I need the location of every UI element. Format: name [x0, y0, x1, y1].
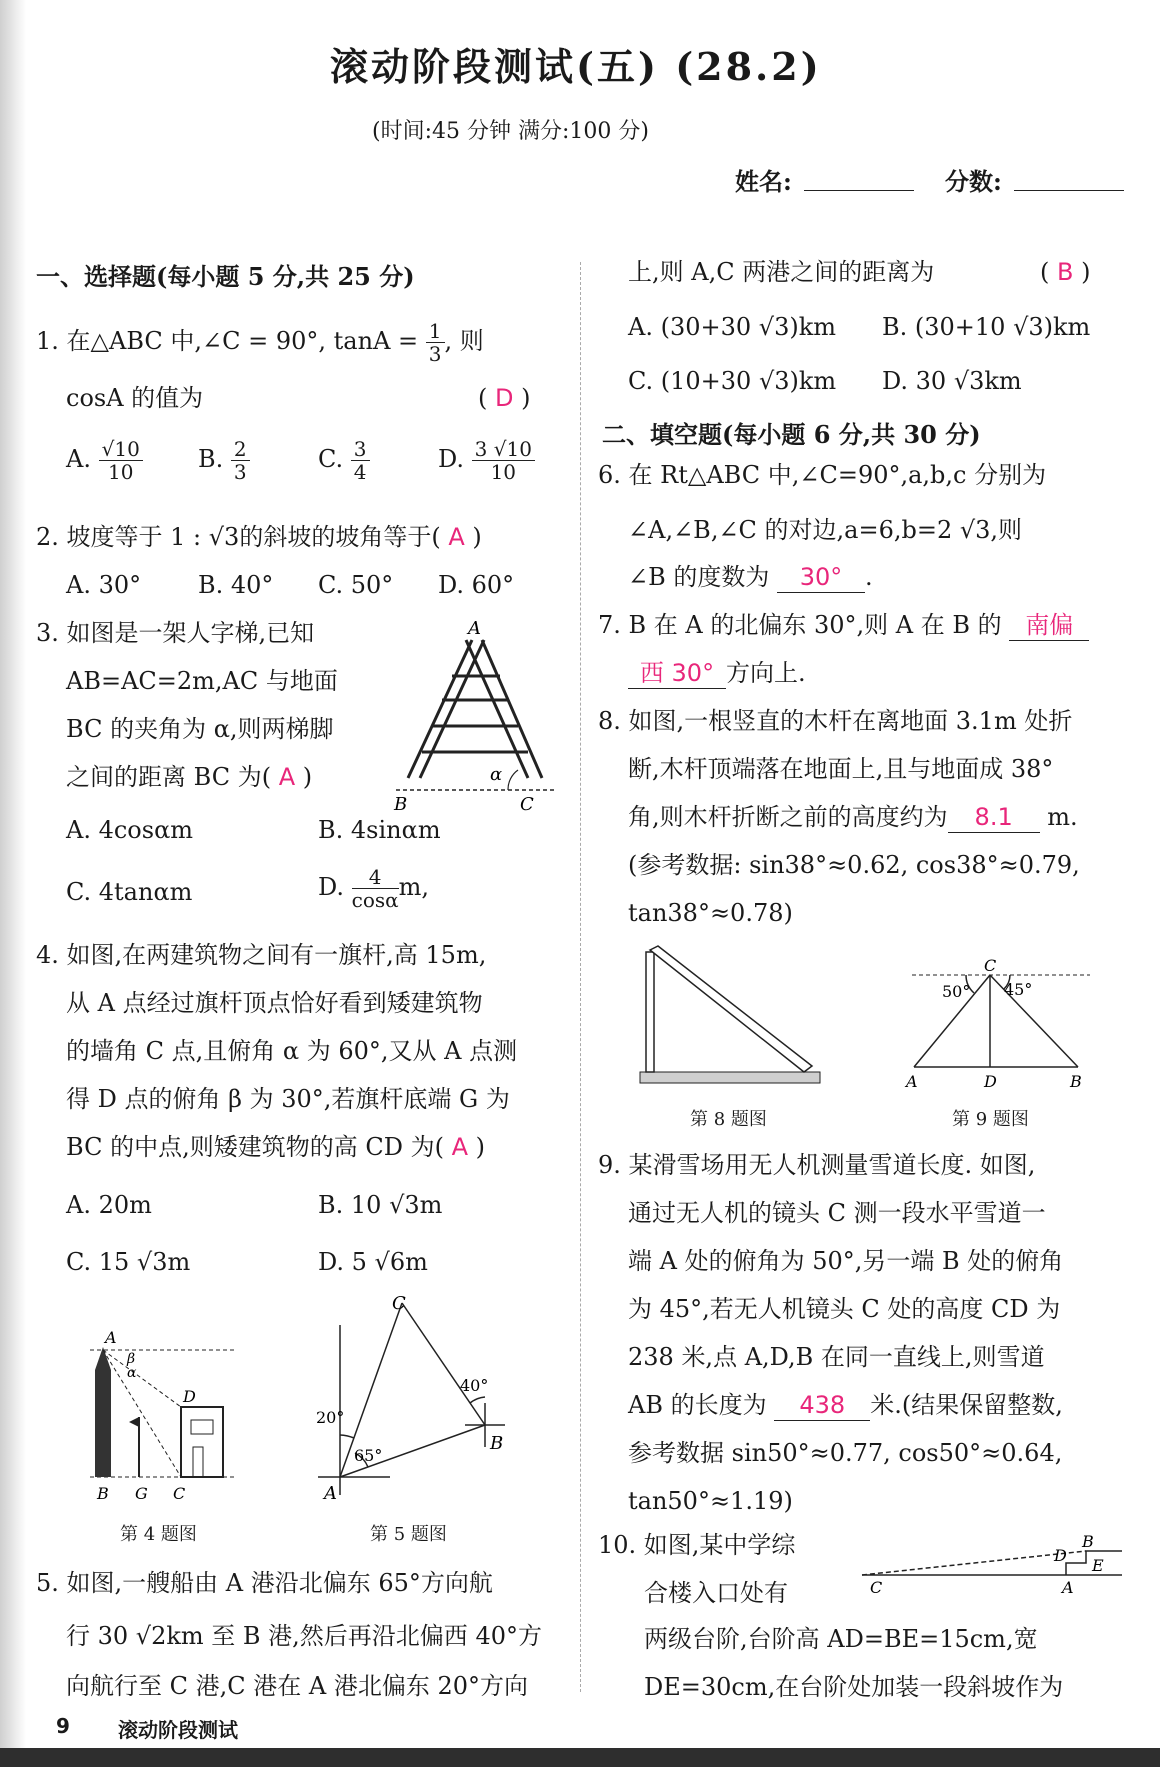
q9-answer: 438: [799, 1391, 846, 1419]
q9-label-50: 50°: [942, 982, 971, 1001]
q3-line-1: 3. 如图是一架人字梯,已知: [36, 619, 315, 647]
page-number: 9: [56, 1714, 70, 1738]
q9-label-B: B: [1070, 1072, 1082, 1090]
q5-navigation-figure: [310, 1295, 520, 1505]
q9-label-C: C: [984, 956, 997, 975]
q3-label-A: A: [468, 618, 481, 639]
q9-line-4: 为 45°,若无人机镜头 C 处的高度 CD 为: [628, 1295, 1061, 1323]
q3-label-B: B: [394, 794, 408, 813]
q2-option-b: B. 40°: [198, 571, 274, 599]
time-info: (时间:45 分钟 满分:100 分): [372, 119, 649, 144]
q9-drone-figure: [900, 955, 1100, 1090]
q4-option-b: B. 10 √3m: [318, 1191, 443, 1219]
q9-label-45: 45°: [1004, 980, 1033, 999]
q4-label-B: B: [97, 1484, 109, 1503]
q8-answer: 8.1: [974, 803, 1013, 831]
q5-answer-bracket: ( B ): [1040, 258, 1091, 286]
q5-label-40: 40°: [460, 1376, 489, 1395]
q8-line-2: 断,木杆顶端落在地面上,且与地面成 38°: [628, 755, 1054, 783]
q10-label-E: E: [1092, 1556, 1104, 1575]
q8-line-5: tan38°≈0.78): [628, 899, 793, 927]
q7-line-1: 7. B 在 A 的北偏东 30°,则 A 在 B 的 南偏: [598, 610, 1089, 641]
q5-line-1: 5. 如图,一艘船由 A 港沿北偏东 65°方向航: [36, 1569, 493, 1597]
q4-option-d: D. 5 √6m: [318, 1248, 428, 1276]
q5-answer: B: [1057, 258, 1074, 286]
q6-line-3: ∠B 的度数为 30° .: [628, 563, 873, 591]
q5-label-B: B: [490, 1433, 504, 1454]
q5-line-3: 向航行至 C 港,C 港在 A 港北偏东 20°方向: [66, 1672, 528, 1700]
q5-line-4: 上,则 A,C 两港之间的距离为: [628, 258, 935, 286]
q4-label-alpha: α: [127, 1365, 137, 1381]
q5-option-a: A. (30+30 √3)km: [628, 313, 836, 341]
q6-line-1: 6. 在 Rt△ABC 中,∠C=90°,a,b,c 分别为: [598, 461, 1047, 489]
q9-line-3: 端 A 处的俯角为 50°,另一端 B 处的俯角: [628, 1247, 1064, 1275]
q5-line-2: 行 30 √2km 至 B 港,然后再沿北偏西 40°方: [66, 1622, 542, 1650]
q9-line-2: 通过无人机的镜头 C 测一段水平雪道一: [628, 1199, 1046, 1227]
q8-line-4: (参考数据: sin38°≈0.62, cos38°≈0.79,: [628, 851, 1080, 879]
q10-line-1: 10. 如图,某中学综: [598, 1531, 796, 1559]
q10-line-2: 合楼入口处有: [644, 1579, 788, 1607]
q4-label-beta: β: [127, 1351, 136, 1367]
q3-option-a: A. 4cosαm: [66, 816, 194, 844]
q1-stem: 1. 在△ABC 中,∠C = 90°, tanA = $\frac{1}{3}$ , 则: [36, 319, 484, 366]
q2-stem: 2. 坡度等于 1 : √3的斜坡的坡角等于( A ): [36, 523, 482, 551]
q2-answer: A: [448, 523, 465, 551]
q5-option-b: B. (30+10 √3)km: [882, 313, 1091, 341]
name-field[interactable]: [804, 190, 914, 191]
q5-option-c: C. (10+30 √3)km: [628, 367, 837, 395]
q3-option-d: D. $\frac{4}{\cos\alpha}$ m,: [318, 865, 430, 912]
q9-line-5: 238 米,点 A,D,B 在同一直线上,则雪道: [628, 1343, 1045, 1371]
q8-broken-pole-figure: [638, 942, 823, 1087]
q1-stem-2: cosA 的值为: [66, 384, 204, 412]
page-title: 滚动阶段测试(五) (28.2): [330, 44, 822, 89]
q8-line-1: 8. 如图,一根竖直的木杆在离地面 3.1m 处折: [598, 707, 1073, 735]
q1-option-c: C. $\frac{3}{4}$: [318, 438, 370, 483]
q9-line-6: AB 的长度为 438 米.(结果保留整数,: [628, 1391, 1063, 1419]
q1-tan-fraction: $\frac{1}{3}$: [426, 320, 445, 365]
q10-label-A: A: [1062, 1578, 1074, 1595]
q8-line-3: 角,则木杆折断之前的高度约为 8.1 m.: [628, 803, 1078, 831]
q4-line-5: BC 的中点,则矮建筑物的高 CD 为( A ): [66, 1133, 485, 1161]
q4-line-1: 4. 如图,在两建筑物之间有一旗杆,高 15m,: [36, 941, 487, 969]
q9-fig-caption: 第 9 题图: [952, 1109, 1029, 1130]
q4-buildings-figure: [85, 1325, 245, 1505]
q4-label-G: G: [135, 1484, 148, 1503]
q2-option-a: A. 30°: [66, 571, 142, 599]
q1-answer-bracket: ( D ): [478, 384, 531, 412]
score-field[interactable]: [1014, 190, 1124, 191]
footer-label: 滚动阶段测试: [118, 1718, 238, 1742]
q1-option-a: A. $\frac{√10}{10}$: [66, 438, 143, 483]
q3-label-alpha: α: [490, 764, 503, 785]
section1-title: 一、选择题(每小题 5 分,共 25 分): [36, 262, 415, 291]
q10-label-C: C: [870, 1578, 883, 1595]
q5-label-20: 20°: [316, 1408, 345, 1427]
q10-line-3: 两级台阶,台阶高 AD=BE=15cm,宽: [644, 1625, 1038, 1653]
q4-label-A: A: [105, 1328, 117, 1347]
q3-answer: A: [278, 763, 296, 791]
q3-line-3: BC 的夹角为 α,则两梯脚: [66, 715, 334, 743]
q2-option-c: C. 50°: [318, 571, 394, 599]
q10-steps-figure: [860, 1525, 1130, 1595]
q9-line-8: tan50°≈1.19): [628, 1487, 793, 1515]
q7-answer-part2: 西 30°: [639, 659, 715, 687]
q3-option-c: C. 4tanαm: [66, 878, 193, 906]
q10-label-B: B: [1082, 1532, 1094, 1551]
q5-option-d: D. 30 √3km: [882, 367, 1022, 395]
q7-answer-part1: 南偏: [1025, 611, 1074, 639]
q3-option-b: B. 4sinαm: [318, 816, 441, 844]
name-label: 姓名:: [735, 167, 792, 196]
section2-title: 二、填空题(每小题 6 分,共 30 分): [602, 420, 981, 449]
q10-line-4: DE=30cm,在台阶处加装一段斜坡作为: [644, 1673, 1064, 1701]
q9-label-D: D: [984, 1072, 997, 1090]
page-edge-shadow: [0, 0, 26, 1748]
q4-option-a: A. 20m: [66, 1191, 152, 1219]
q3-line-4: 之间的距离 BC 为( A ): [66, 763, 313, 791]
q9-line-1: 9. 某滑雪场用无人机测量雪道长度. 如图,: [598, 1151, 1036, 1179]
q7-line-2: 西 30° 方向上.: [628, 658, 806, 689]
q4-option-c: C. 15 √3m: [66, 1248, 191, 1276]
q5-label-C: C: [392, 1295, 406, 1314]
q5-fig-caption: 第 5 题图: [370, 1524, 447, 1545]
q6-line-2: ∠A,∠B,∠C 的对边,a=6,b=2 √3,则: [628, 516, 1023, 544]
score-label: 分数:: [945, 167, 1002, 196]
q5-label-65: 65°: [354, 1446, 383, 1465]
q6-answer: 30°: [799, 563, 843, 591]
q5-label-A: A: [324, 1483, 337, 1504]
q4-line-3: 的墙角 C 点,且俯角 α 为 60°,又从 A 点测: [66, 1037, 518, 1065]
q4-label-D: D: [183, 1387, 196, 1406]
column-divider: [580, 262, 581, 1692]
q4-line-4: 得 D 点的俯角 β 为 30°,若旗杆底端 G 为: [66, 1085, 510, 1113]
q3-label-C: C: [520, 794, 534, 813]
q3-line-2: AB=AC=2m,AC 与地面: [66, 667, 338, 695]
q1-option-d: D. $\frac{3 √10}{10}$: [438, 438, 535, 483]
q3-ladder-figure: [390, 618, 565, 813]
q4-answer: A: [451, 1133, 468, 1161]
q8-fig-caption: 第 8 题图: [690, 1109, 767, 1130]
q4-fig-caption: 第 4 题图: [120, 1524, 197, 1545]
q2-option-d: D. 60°: [438, 571, 515, 599]
q10-label-D: D: [1054, 1546, 1067, 1565]
q1-option-b: B. $\frac{2}{3}$: [198, 438, 250, 483]
q4-line-2: 从 A 点经过旗杆顶点恰好看到矮建筑物: [66, 989, 483, 1017]
q4-label-C: C: [173, 1484, 186, 1503]
q9-line-7: 参考数据 sin50°≈0.77, cos50°≈0.64,: [628, 1439, 1063, 1467]
q1-answer: D: [495, 384, 514, 412]
q9-label-A: A: [906, 1072, 918, 1090]
